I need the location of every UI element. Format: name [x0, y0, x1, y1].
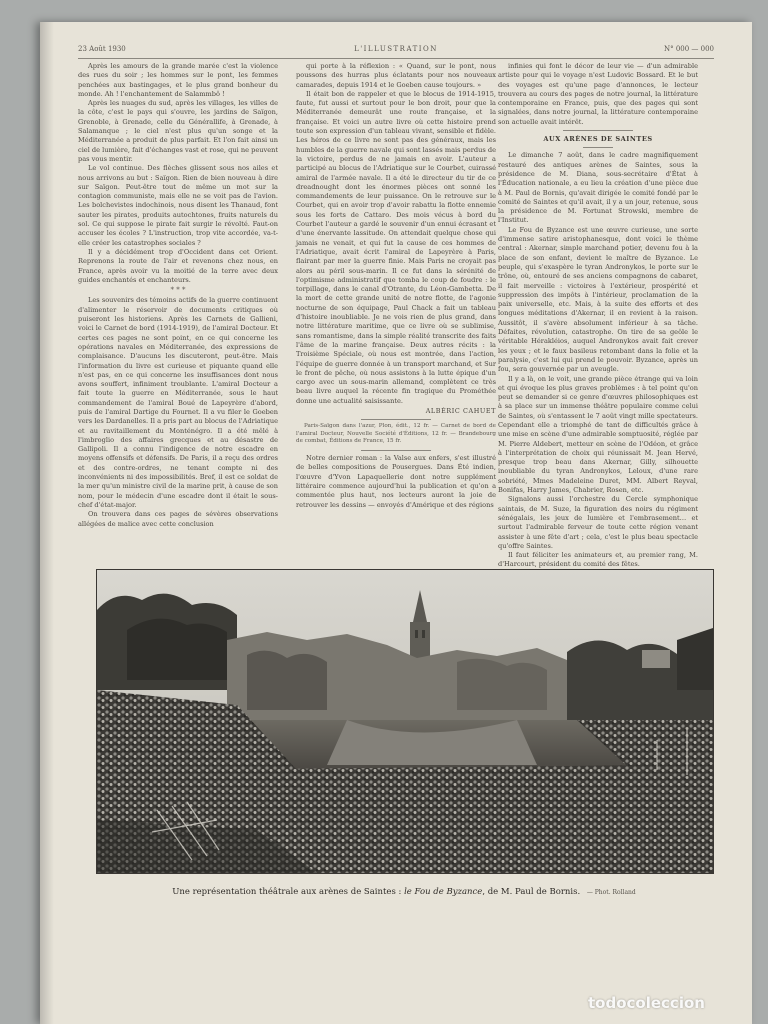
header-rule [78, 58, 714, 59]
journal-title: L'ILLUSTRATION [354, 45, 438, 53]
running-head [78, 45, 714, 57]
caption-tail: , de M. Paul de Bornis. [482, 887, 581, 897]
divider [583, 147, 613, 148]
paragraph: Après les nuages du sud, après les villages, les villes de la côte, c'est le pays qui s'ouvre, les jardins de Saïgon, Grenoble, à Grenade, celle du Générallife, à Grenade, à Salamanque ; le ciel n'est plus qu'un songe et la Méditerranée a produit de plus parfait. Et l'on fait ainsi un ciel de lumière, fait d'échanges vast et rose, qui ne peuvent pas vous mentir. [78, 99, 278, 163]
page-edge-shadow [40, 22, 54, 1024]
page-number: N° 000 — 000 [663, 45, 714, 53]
section-separator: * * * [170, 286, 186, 295]
magazine-page [40, 22, 752, 1024]
paragraph: On trouvera dans ces pages de sévères observations allégées de malice avec cette conclusion [78, 510, 278, 528]
paragraph: infinies qui font le décor de leur vie — d'un admirable artiste pour qui le voyage n'est Ludovic Bossard. Et le but des voyages est qu'une page d'annonces, le lecteur trouvera au cours des pages de notre journal, la littérature contemporaine en France, puis, que des pages qui sont signalées, dans notre journal, la littérature contemporaine son actuelle avait intérêt. [498, 62, 698, 126]
caption-lead: Une représentation théâtrale aux arènes de Saintes : [172, 887, 405, 897]
paragraph: Les souvenirs des témoins actifs de la guerre continuent d'alimenter le réservoir de documents critiques où puiseront les historiens. Après les Carnets de Gallieni, voici le Carnet de bord (1914-1919), de l'amiral Docteur. Et certes ces pages ne sont point, en ce qui concerne les opérations navales en Méditerranée, des expressions de complaisance. D'aucuns les discuteront, peut-être. Mais l'information du livre est curieuse et piquante quand elle n'est pas, en ce qui concerne les insuffisances dont nous avons souffert, infiniment troublante. L'amiral Docteur a fait toute la guerre en Méditerranée, sous le haut commandement de l'amiral Boué de Lapeyrère d'abord, puis de l'amiral Dartige du Fournet. Il a vu filer le Goeben vers les Dardanelles. Il a pris part au blocus de l'Adriatique et au ravitaillement du Monténégro. Il a été mêlé à l'imbroglio des affaires grecques et au désastre de Gallipoli. Il a connu l'indigence de notre escadre en moyens offensifs et défensifs. De Paris, il a reçu des ordres et des contre-ordres, ne tenant compte ni des inconvénients ni des impossibilités. Bref, il est ce soldat de la mer qu'un ministre civil de la marine prit, à cause de son nom, pour le médecin d'une escadre dont il était le sous-chef d'état-major. [78, 296, 278, 509]
paragraph: Signalons aussi l'orchestre du Cercle symphonique saintais, de M. Suze, la figuration des noirs du régiment sénégalais, les jeux de lumière et l'embrasement… et surtout l'admirable ferveur de toute cette région venant assister à une fête d'art ; cela, c'est le plus beau spectacle qu'offre Saintes. [498, 495, 698, 550]
caption-play-title: le Fou de Byzance [404, 887, 483, 897]
paragraph: Après les amours de la grande marée c'est la violence des rues du soir ; les hommes sur le pont, les femmes penchées aux bastingages, et le plus grand bonheur du monde. Ah ! l'enchantement de Salammbô ! [78, 62, 278, 98]
paragraph: Le dimanche 7 août, dans le cadre magnifiquement restauré des antiques arènes de Saintes, sous la présidence de M. Diana, sous-secrétaire d'État à l'Éducation nationale, a eu lieu la création d'une pièce due à M. Paul de Bornis, qu'avait dirigée le comité fondé par le comité de Saintes et qu'il avait, il y a un jour, retenue, sous la présidence de M. Fortunat Strowski, membre de l'Institut. [498, 151, 698, 225]
photo-illustration [97, 570, 713, 873]
paragraph: Notre dernier roman : la Valse aux enfers, s'est illustré de belles compositions de Pousergues. Dans Été indien, l'œuvre d'Yvon Lapaquellerie dont notre supplément littéraire commence aujourd'hui la publication et qu'on a commentée plus haut, nos lecteurs auront la joie de retrouver les dessins — envoyés d'Amérique et des régions [296, 454, 496, 509]
arena-photograph [96, 569, 714, 874]
paragraph: Le Fou de Byzance est une œuvre curieuse, une sorte d'immense satire aristophanesque, dont voici le thème central : Akernar, simple marchand potier, devenu fou à la place de son enfant, devient le maître de Byzance. Le peuple, qui s'exaspère le tyran Andronykos, le porte sur le trône, où, entouré de ses anciens compagnons de cabaret, il fait merveille : victoires à l'extérieur, prospérité et suppression des impôts à l'intérieur, proclamation de la paix universelle, etc. Mais, à la suite des efforts et des longues méditations d'Akernar, il en revient à la raison. Aussitôt, il s'avère absolument inférieur à sa tâche. Défaites, révolution, catastrophe. On tire de sa geôle le véritable Hérakléios, auquel Andronykos avait fait crever les yeux ; et le faux basileus retombant dans la folie et la paralysie, c'est lui qui prend le pouvoir. Byzance, après un fou, sera gouvernée par un aveugle. [498, 225, 698, 374]
paragraph: Il faut féliciter les animateurs et, au premier rang, M. d'Harcourt, président du comité des fêtes. [498, 551, 698, 569]
divider [563, 130, 633, 131]
paragraph: Il y a décidément trop d'Occident dans cet Orient. Reprenons la route de l'air et revenons chez nous, en France, après avoir vu la moitié de la terre avec deux guides enchantés et enchanteurs. [78, 247, 278, 284]
divider [361, 450, 431, 451]
bibliography-note [296, 423, 496, 446]
text-column-2 [296, 62, 496, 562]
divider [361, 419, 431, 420]
text-column-3 [498, 62, 698, 567]
bibliography-entry: Paris-Saïgon dans l'azur, Plon, édit., 12 fr. — Carnet de bord de l'amiral Docteur, Nouvelle Société d'Éditions, 12 fr. — Brandebourg de combat, Éditions de France, 15 fr. [296, 423, 496, 445]
paragraph: Il y a là, on le voit, une grande pièce étrange qui va loin et qui évoque les plus graves problèmes : à tel point qu'on peut se demander si ce genre d'œuvres philosophiques est à sa place sur un immense théâtre populaire comme celui de Saintes, où s'entassent le 7 août vingt mille spectateurs. Cependant elle a triomphé de tant de difficultés grâce à une mise en scène d'une admirable somptuosité, réglée par M. Pierre Aldebert, metteur en scène de l'Odéon, et grâce à l'interprétation de choix qui réunissait M. Jean Hervé, presque trop beau dans Akernar, Gilly, silhouette inoubliable du tyran Andronykos, Leloux, d'une rare sobriété, Mmes Madeleine Duret, MM. Albert Reyval, Bonifas, Harry James, Chabrier, Rosen, etc. [498, 374, 698, 495]
author-signature: ALBÉRIC CAHUET [425, 406, 496, 415]
section-title: AUX ARÈNES DE SAINTES [543, 135, 653, 144]
text-column-1 [78, 62, 278, 587]
photo-caption [96, 887, 712, 897]
paragraph: Le vol continue. Des flèches glissent sous nos ailes et nous arrivons au but : Saïgon. Rien de bien nouveau à dire sur Saïgon. Peut-être tout de même un mot sur la contagion communiste, mais elle ne se voit pas de l'avion. Les bolchevistes indochinois, nous disent les Thanaud, font sauter les pirates, produits autochtones, fruits naturels du sol. Ce qui suppose le pirate fait surgir le révolté. Faut-on accuser les écoles ? L'instruction, trop vite accordée, va-t-elle créer les catastrophes sociales ? [78, 164, 278, 247]
seller-watermark: todocoleccion [588, 994, 705, 1012]
issue-date: 23 Août 1930 [78, 45, 126, 53]
paragraph: qui porte à la réflexion : « Quand, sur le pont, nous poussons des hurras plus éclatants pour nos nouveaux camarades, depuis 1914 et le Goeben cause toujours. » [296, 62, 496, 89]
photo-credit: — Phot. Rolland [586, 889, 636, 896]
paragraph: Il était bon de rappeler et que le blocus de 1914-1915, faute, fut aussi et surtout pour le bon droit, pour que la Méditerranée demeurât une route française, et la française. Et voici un autre livre où cette histoire prend toute son expression d'un tableau vivant, sensible et fidèle. Les héros de ce livre ne sont pas des généraux, mais les humbles de la guerre navale qui sont lassés mais perdus de la victoire, perdus de ne jamais en avoir. L'auteur a participé au blocus de l'Adriatique sur le Courbet, cuirassé amiral de l'armée navale. Il a été le directeur du tir de ce dreadnought dont les énormes pièces ont sonné les commandements de leur puissance. On le retrouve sur le Courbet, qui en avoir trop d'avoir rabattu la flotte ennemie sous les forts de Cattaro. Des mois vécus à bord du Courbet l'auteur a gardé le souvenir d'un ennui écrasant et d'une énervante lassitude. On attendait quelque chose qui jamais ne venait, et qui fut la cause de ces hommes de l'Adriatique, avait écrit l'amiral de Lapeyrère à Paris, flairant par mer la guerre finie. Mais Paris ne croyait pas alors au péril sous-marin. Il ce fut dans la sérénité de l'optimisme administratif que tomba le coup de foudre : le torpillage, dans le canal d'Otrante, du Léon-Gambetta. De la mort de cette grande unité de notre flotte, de l'agonie nocturne de son équipage, Paul Chack a fait un tableau d'histoire inoubliable. Je ne vois rien de plus grand, dans notre littérature maritime, que ce livre où se sublimise, sans romantisme, dans la simple réalité transcrite des faits l'âme de la marine française. Deux autres récits : la Troisième Spéciale, où nous est montrée, dans l'action, l'équipe de guerre donnée à un transport marchand, et Sur le front de pêche, où nous assistons à la lutte épique d'un cargo avec un sous-marin allemand, complètent ce très beau livre auquel la récente fin tragique du Prométhée donne une actualité saisissante. [296, 89, 496, 405]
